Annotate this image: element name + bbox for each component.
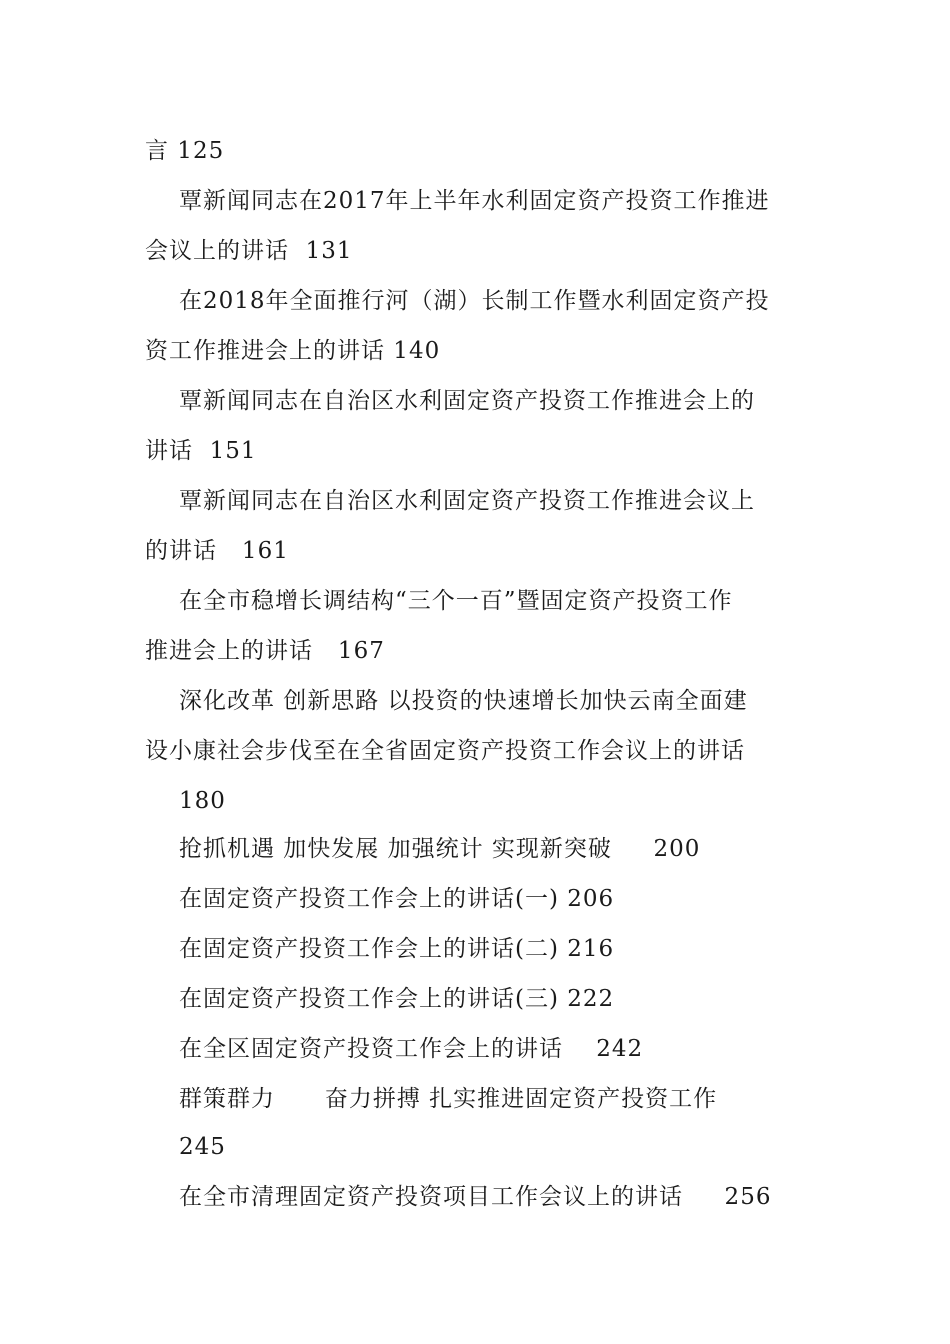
- toc-line: 覃新闻同志在自治区水利固定资产投资工作推进会上的: [179, 388, 755, 414]
- toc-line: 覃新闻同志在自治区水利固定资产投资工作推进会议上: [179, 488, 755, 514]
- toc-line: 180: [179, 788, 226, 814]
- toc-line: 抢抓机遇 加快发展 加强统计 实现新突破 200: [179, 836, 701, 862]
- toc-line: 在固定资产投资工作会上的讲话(二) 216: [179, 936, 615, 962]
- toc-line: 资工作推进会上的讲话 140: [145, 338, 441, 364]
- toc-line: 覃新闻同志在2017年上半年水利固定资产投资工作推进: [179, 188, 770, 214]
- toc-line: 在全市稳增长调结构“三个一百”暨固定资产投资工作: [179, 588, 733, 614]
- toc-line: 245: [179, 1134, 226, 1160]
- toc-line: 深化改革 创新思路 以投资的快速增长加快云南全面建: [179, 688, 748, 714]
- toc-line: 设小康社会步伐至在全省固定资产投资工作会议上的讲话: [145, 738, 745, 764]
- toc-line: 会议上的讲话 131: [145, 238, 353, 264]
- toc-line: 在全区固定资产投资工作会上的讲话 242: [179, 1036, 644, 1062]
- toc-line: 在2018年全面推行河（湖）长制工作暨水利固定资产投: [179, 288, 770, 314]
- toc-line: 推进会上的讲话 167: [145, 638, 385, 664]
- toc-line: 言 125: [145, 138, 225, 164]
- toc-line: 在固定资产投资工作会上的讲话(一) 206: [179, 886, 615, 912]
- toc-line: 在全市清理固定资产投资项目工作会议上的讲话 256: [179, 1184, 772, 1210]
- toc-line: 讲话 151: [145, 438, 257, 464]
- toc-line: 在固定资产投资工作会上的讲话(三) 222: [179, 986, 615, 1012]
- toc-line: 的讲话 161: [145, 538, 289, 564]
- toc-line: 群策群力 奋力拼搏 扎实推进固定资产投资工作: [179, 1086, 718, 1112]
